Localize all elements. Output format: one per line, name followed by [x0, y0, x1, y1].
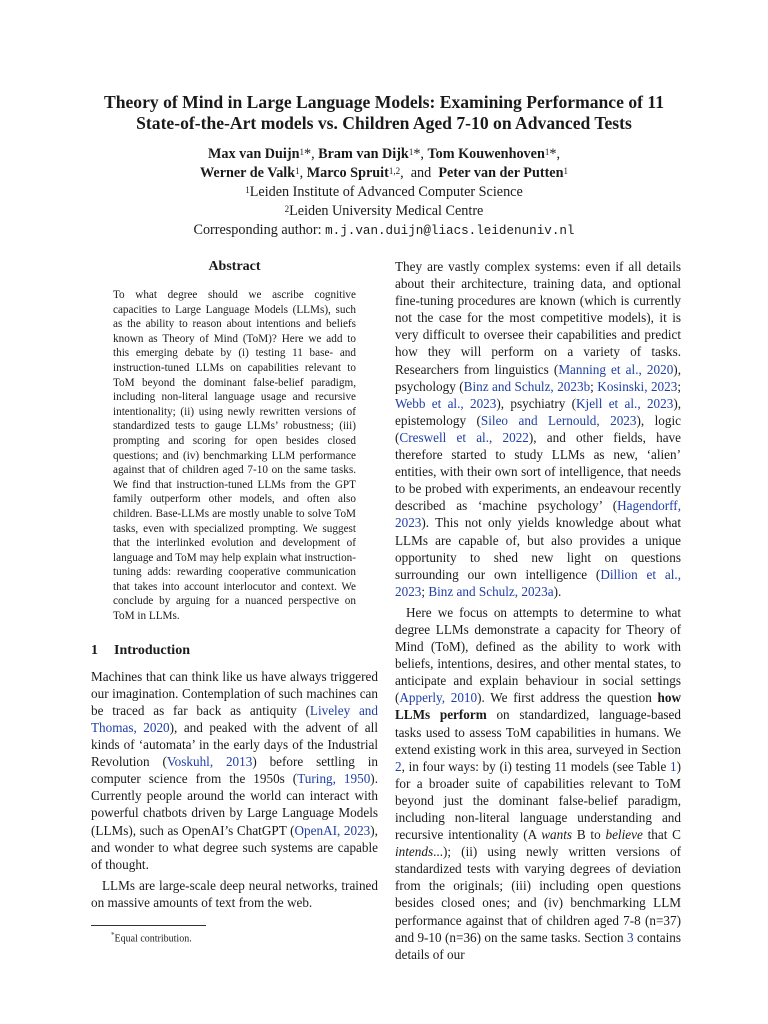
- section-reference-link[interactable]: 2: [395, 758, 402, 774]
- citation-link[interactable]: OpenAI, 2023: [294, 822, 371, 838]
- citation-link[interactable]: Manning et al., 2020: [558, 361, 674, 377]
- author-affiliation-mark: 1: [295, 166, 300, 176]
- corresponding-email[interactable]: m.j.van.duijn@liacs.leidenuniv.nl: [325, 224, 575, 238]
- citation-link[interactable]: Kosinski, 2023: [597, 378, 678, 394]
- author-affiliation-mark: 1: [563, 166, 568, 176]
- emphasis-italic: intends: [395, 844, 434, 860]
- left-column: [91, 258, 378, 911]
- right-paragraph-1: They are vastly complex systems: even if all details about their architecture, training data, and optional fine-tuning procedures are known (which is currently not the case for the most competitive models), it is very difficult to oversee their capabilities and predict how they will perform on a variety of tasks. Researchers from linguistics (Manning et al., 2020), psychology (Binz and Schulz, 2023b; Kosinski, 2023; Webb et al., 2023), psychiatry (Kjell et al., 2023), epistemology (Sileo and Lernould, 2023), logic (Creswell et al., 2022), and other fields, have therefore started to study LLMs as new, ‘alien’ entities, with their own sort of intelligence, that needs to be probed with experiments, an endeavour recently described as ‘machine psychology’ (Hagendorff, 2023). This not only yields knowledge about what LLMs are capable of, but also provides a unique opportunity to shed new light on questions surrounding our own intelligence (Dillion et al., 2023; Binz and Schulz, 2023a).: [395, 259, 682, 599]
- citation-link[interactable]: Liveley and Thomas, 2020: [91, 702, 378, 735]
- right-column: [395, 258, 681, 963]
- affiliation-2: [60, 202, 708, 221]
- affiliation-text: Leiden Institute of Advanced Computer Science: [249, 184, 523, 200]
- citation-link[interactable]: Binz and Schulz, 2023a: [428, 583, 554, 599]
- citation-link[interactable]: Voskuhl, 2013: [166, 754, 253, 770]
- table-reference-link[interactable]: 1: [670, 758, 677, 774]
- author-separator: ,: [400, 165, 404, 181]
- title-line-2: State-of-the-Art models vs. Children Aged 7-10 on Advanced Tests: [136, 113, 632, 133]
- citation-link[interactable]: Binz and Schulz, 2023b: [463, 378, 591, 394]
- section-title: Introduction: [114, 642, 190, 658]
- right-paragraph-2: Here we focus on attempts to determine to what degree LLMs demonstrate a capacity for Theory of Mind (ToM), defined as the ability to work with beliefs, intentions, desires, and other mental states, to anticipate and explain behaviour in social settings (Apperly, 2010). We first address the question how LLMs perform on standardized, language-based tasks used to assess ToM capabilities in humans. We extend existing work in this area, surveyed in Section 2, in four ways: by (i) testing 11 models (see Table 1) for a broader suite of capabilities relevant to ToM beyond just the dominant false-belief paradigm, including non-literal language understanding and recursive intentionality (A wants B to believe that C intends...); (ii) using newly written versions of standardized tests with varying degrees of deviation from the originals; (iii) including open questions besides closed ones; and (iv) benchmarking LLM performance against that of children aged 7-8 (n=37) and 9-10 (n=36) on the same tasks. Section 3 contains details of our: [395, 604, 681, 962]
- author-block: [60, 145, 708, 241]
- paper-title: [60, 92, 708, 134]
- citation-link[interactable]: Hagendorff, 2023: [395, 498, 681, 531]
- author-affiliation-mark: 1,2: [388, 166, 401, 176]
- section-heading-introduction: [91, 642, 378, 660]
- citation-link[interactable]: Sileo and Lernould, 2023: [480, 412, 637, 428]
- citation-link[interactable]: Webb et al., 2023: [395, 395, 497, 411]
- section-reference-link[interactable]: 3: [627, 929, 634, 945]
- author-name: Peter van der Putten: [438, 165, 564, 181]
- author-name: Werner de Valk: [200, 165, 296, 181]
- abstract-text: To what degree should we ascribe cognitive capacities to Large Language Models (LLMs), such as the ability to reason about intentions and beliefs known as Theory of Mind (ToM)? Here we add to this emerging debate by (i) testing 11 base- and instruction-tuned LLMs on capabilities relevant to ToM beyond the dominant false-belief paradigm, including non-literal language usage and recursive intentionality; (ii) using newly rewritten versions of standardized tests to gauge LLMs’ robustness; (iii) prompting and scoring for open besides closed questions; and (iv) benchmarking LLM performance against that of children aged 7-10 on the same tasks. We find that instruction-tuned LLMs from the GPT family outperform other models, and often also children. Base-LLMs are mostly unable to solve ToM tasks, even with specialized prompting. We suggest that the interlinked evolution and development of language and ToM may help explain what instruction-tuning adds: rewarding cooperative communication that takes into account interlocutor and context. We conclude by arguing for a nuanced perspective on ToM in LLMs.: [113, 289, 356, 623]
- abstract-heading: Abstract: [208, 259, 261, 274]
- author-line-1: [60, 145, 708, 164]
- section-number: 1: [91, 642, 98, 658]
- intro-paragraph-1: Machines that can think like us have always triggered our imagination. Contemplation of such machines can be traced as far back as antiquity (Liveley and Thomas, 2020), and peaked with the advent of all kinds of ‘automata’ in the early days of the Industrial Revolution (Voskuhl, 2013) before settling in computer science from the 1950s (Turing, 1950). Currently people around the world can interact with powerful chatbots driven by Large Language Models (LLMs), such as OpenAI’s ChatGPT (OpenAI, 2023), and wonder to what degree such systems are capable of thought.: [91, 668, 378, 872]
- author-equal-mark: *,: [549, 146, 560, 162]
- footnote: [111, 929, 192, 945]
- author-affiliation-mark: 1: [299, 147, 304, 157]
- author-equal-mark: *,: [413, 146, 424, 162]
- affiliation-mark: 2: [284, 204, 290, 214]
- emphasis-bold: how LLMs perform: [395, 690, 681, 723]
- affiliation-text: Leiden University Medical Centre: [289, 203, 484, 219]
- footnote-rule: [91, 925, 206, 926]
- footnote-text: Equal contribution.: [114, 933, 192, 945]
- author-name: Max van Duijn: [208, 146, 300, 162]
- intro-paragraph-2: LLMs are large-scale deep neural networks, trained on massive amounts of text from the web.: [91, 877, 378, 910]
- author-name: Bram van Dijk: [318, 146, 409, 162]
- author-name: Tom Kouwenhoven: [427, 146, 545, 162]
- footnote-mark: *: [111, 931, 115, 939]
- corresponding-label: Corresponding author:: [193, 222, 326, 238]
- author-name: Marco Spruit: [306, 165, 389, 181]
- citation-link[interactable]: Apperly, 2010: [399, 690, 478, 706]
- corresponding-author: [60, 221, 708, 241]
- affiliation-mark: 1: [245, 185, 250, 195]
- author-affiliation-mark: 1: [408, 147, 414, 157]
- author-equal-mark: *,: [303, 146, 315, 162]
- title-line-1: Theory of Mind in Large Language Models: Examining Performance of 11: [103, 92, 665, 112]
- author-and: and: [410, 165, 432, 181]
- citation-link[interactable]: Creswell et al., 2022: [399, 429, 529, 445]
- emphasis-italic: wants: [541, 827, 573, 843]
- citation-link[interactable]: Dillion et al., 2023: [395, 566, 681, 599]
- author-line-2: [60, 164, 708, 183]
- citation-link[interactable]: Turing, 1950: [297, 771, 371, 787]
- author-separator: ,: [299, 165, 304, 181]
- affiliation-1: [60, 183, 708, 202]
- citation-link[interactable]: Kjell et al., 2023: [576, 395, 674, 411]
- emphasis-italic: believe: [605, 827, 643, 843]
- author-affiliation-mark: 1: [544, 147, 550, 157]
